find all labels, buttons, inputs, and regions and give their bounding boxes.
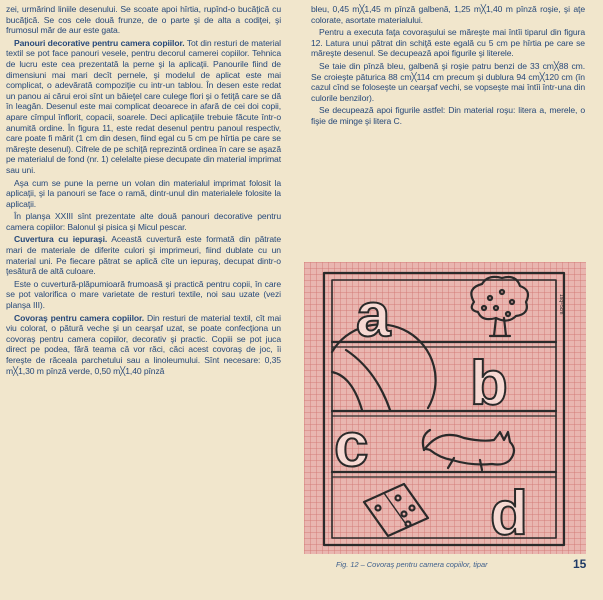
paragraph-panouri bbox=[6, 38, 281, 176]
page-number: 15 bbox=[573, 557, 587, 571]
letter-b: b bbox=[470, 349, 508, 418]
paragraph-covoras bbox=[6, 313, 281, 377]
pattern-drawing bbox=[304, 262, 586, 554]
paragraph-cuvertura bbox=[6, 234, 281, 276]
letter-d: d bbox=[490, 479, 528, 548]
text-covoras: Din resturi de material textil, cît mai viu colorat, o pătură veche şi un cearşaf uzat, se poate confecţiona un covoraş pentru camera copiilor, decorativ şi practic. Copiii se pot juca direct pe podea, fără teama că vor răci, căci acest covoraş de joc, îi fereşte de răceala parchetului sau a linoleumului. Sînt necesare: 0,35 m╳1,30 m pînză verde, 0,50 m╳1,40 pînză bbox=[6, 312, 281, 376]
figure-12-pattern bbox=[304, 262, 586, 554]
paragraph-materials: bleu, 0,45 m╳1,45 m pînză galbenă, 1,25 m╳1,40 m pînză roşie, şi aţe colorate, asortate materialului. bbox=[311, 4, 585, 25]
left-text-column bbox=[6, 4, 281, 378]
cat-icon bbox=[423, 430, 514, 470]
right-text-column bbox=[311, 4, 585, 129]
heading-panouri: Panouri decorative pentru camera copiilor. bbox=[14, 37, 185, 48]
paragraph-tipar: Pentru a executa faţa covoraşului se măreşte mai întîi tiparul din figura 12. Latura unui pătrat din schiţă este egală cu 5 cm pe hîrtia pe care se măreşte desenul. Se decupează apoi figurile şi literele. bbox=[311, 27, 585, 59]
tree-icon bbox=[471, 277, 528, 336]
domino-icon bbox=[364, 484, 428, 536]
letter-a: a bbox=[356, 281, 391, 350]
figure-caption: Fig. 12 – Covoraş pentru camera copiilor, tipar bbox=[336, 560, 488, 569]
paragraph-plansa: În planşa XXIII sînt prezentate alte două panouri decorative pentru camera copiilor: Balonul şi pisica şi Micul pescar. bbox=[6, 211, 281, 232]
letter-c: c bbox=[334, 411, 369, 480]
paragraph-benzi: Se taie din pînză bleu, galbenă şi roşie patru benzi de 33 cm╳88 cm. Se croieşte păturica 88 cm╳114 cm precum şi dublura 94 cm╳120 cm (în cazul cînd se foloseşte un cearşaf vechi, se vopseşte mai întîi într-una din culorile benzilor). bbox=[311, 60, 585, 103]
text-panouri: Tot din resturi de material textil se pot face panouri vesele, pentru decorul camerei copiilor. Tehnica de lucru este cea prezentată la perne şi la aplicaţii. Panourile fiind de dimensiuni mai mari decît pernele, şi modelul de aplicat este mai complicat, o adevărată compoziţie cu intr-un tablou. În desen este redat un panou ai cărui eroi sînt un băieţel care culege flori şi o fetiţă care se dă în leagăn. Desenul este mai complicat deoarece in afară de cei doi copii, apare cîmpul înflorit, copacii, soarele. Deci aplicaţiile trebuie făcute într-o anumită ordine. În figura 11, este redat desenul pentru panoul respectiv, care poate fi mărit (1 cm din desen, fiind egal cu 5 cm pe hîrtia pe care se măreşte desenul). Cifrele de pe schiţă reprezintă ordinea în care se aşază pe materialul de fond (nr. 1) celelalte piese decupate din material imprimat sau uni. bbox=[6, 37, 281, 175]
heading-covoras: Covoraş pentru camera copiilor. bbox=[14, 312, 145, 323]
text-cuvertura: Această cuvertură este formată din pătrate mari de materiale de diferite culori şi imprimeuri, fiind dublate cu un material uni. Pe fiecare pătrat se aplică cîte un iepuraş, decupat dintr-o ţesătură de altă culoare. bbox=[6, 234, 281, 277]
paragraph-figuri: Se decupează apoi figurile astfel: Din material roşu: litera a, merele, o fişie de minge şi litera C. bbox=[311, 105, 585, 126]
scale-label: 1sq=5cm bbox=[558, 294, 564, 315]
paragraph-cuvertura-2: Este o cuvertură-plăpumioară frumoasă şi practică pentru copii, în care se pot valorifica o mare varietate de resturi textile, noi sau uzate (vezi planşa III). bbox=[6, 278, 281, 311]
heading-cuvertura: Cuvertura cu iepuraşi. bbox=[14, 234, 108, 245]
paragraph-intro: zei, urmărind liniile desenului. Se scoate apoi hîrtia, rupînd-o bucăţică cu bucăţică. Se cos cele două frunze, de o parte şi de alta a codiţei, şi frumosul măr de aur este gata. bbox=[6, 4, 281, 36]
paragraph-rama: Aşa cum se pune la perne un volan din materialul imprimat folosit la aplicaţii, şi la panouri se face o ramă, dintr-unul din materialele folosite la aplicaţii. bbox=[6, 177, 281, 209]
